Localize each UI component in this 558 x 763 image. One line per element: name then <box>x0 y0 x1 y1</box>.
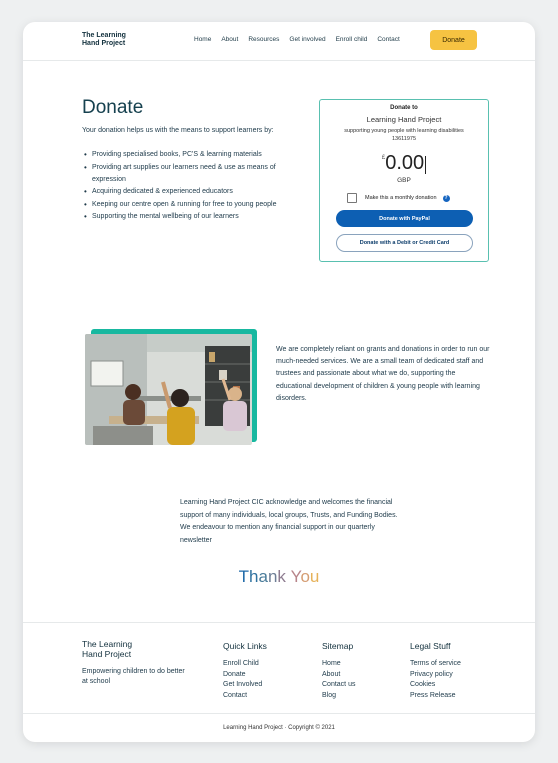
footer-link-blog[interactable]: Blog <box>322 691 337 699</box>
footer-heading: Sitemap <box>322 641 354 651</box>
amount-input[interactable] <box>320 152 488 175</box>
registration-number: 13611975 <box>391 136 417 142</box>
footer-heading: Quick Links <box>223 641 267 651</box>
thank-you-letter: o <box>300 567 310 586</box>
currency-code: GBP <box>397 177 411 184</box>
list-item: • Supporting the mental wellbeing of our learners <box>82 211 304 223</box>
footer-link-enroll-child[interactable]: Enroll Child <box>223 660 259 667</box>
footer-link-get-involved[interactable]: Get Involved <box>223 681 263 689</box>
thank-you-letter: h <box>249 567 259 586</box>
footer-brand <box>82 639 132 659</box>
footer-link-home[interactable]: Home <box>322 660 341 667</box>
thank-you-letter: Y <box>290 567 301 586</box>
footer-quick-links <box>223 641 267 701</box>
donation-widget <box>319 99 489 262</box>
list-item: • Providing art supplies our learners need & use as means of expression <box>82 162 304 186</box>
thank-you-letter: a <box>258 567 268 586</box>
footer-link-press-release[interactable]: Press Release <box>410 691 456 699</box>
list-item: • Acquiring dedicated & experienced educators <box>82 186 304 198</box>
footer-link-cookies[interactable]: Cookies <box>410 681 436 689</box>
monthly-donation-label[interactable]: Make this a monthly donation <box>365 195 437 201</box>
footer-brand-line-1: The Learning <box>82 639 133 649</box>
footer-link-privacy[interactable]: Privacy policy <box>410 670 453 678</box>
thank-you-heading <box>23 567 535 587</box>
page-title: Donate <box>82 97 144 118</box>
classroom-photo <box>85 334 252 445</box>
card-donate-button[interactable]: Donate with a Debit or Credit Card <box>336 234 473 252</box>
nav-enroll-child[interactable]: Enroll child <box>335 36 368 43</box>
thank-you-letter: n <box>267 567 278 586</box>
nav-home[interactable]: Home <box>194 36 212 43</box>
thank-you-letter: k <box>277 567 286 586</box>
page-card <box>23 22 535 742</box>
nav-about[interactable]: About <box>221 36 239 43</box>
site-logo[interactable] <box>82 32 126 48</box>
footer-link-about[interactable]: About <box>322 670 341 678</box>
logo-line-1: The Learning <box>82 32 126 39</box>
classroom-photo-illustration <box>85 334 252 445</box>
nav-resources[interactable]: Resources <box>248 36 280 43</box>
intro-text: Your donation helps us with the means to support learners by: <box>82 127 274 134</box>
thank-you-letter: T <box>238 567 250 586</box>
site-footer <box>23 622 535 742</box>
thank-you-letter: u <box>309 567 320 586</box>
main-nav <box>194 36 410 43</box>
list-item: • Providing specialised books, PC'S & learning materials <box>82 149 304 161</box>
amount-value[interactable]: 0.00 <box>385 152 425 174</box>
footer-link-terms[interactable]: Terms of service <box>410 660 461 667</box>
donate-to-label: Donate to <box>390 105 418 111</box>
footer-link-contact-us[interactable]: Contact us <box>322 681 356 689</box>
help-icon[interactable]: ? <box>444 195 448 201</box>
footer-sitemap <box>322 641 355 701</box>
monthly-donation-row <box>347 193 450 203</box>
org-name: Learning Hand Project <box>366 115 442 124</box>
header-donate-button[interactable]: Donate <box>430 30 477 50</box>
support-list <box>82 149 304 224</box>
currency-symbol: £ <box>381 155 386 161</box>
acknowledgement-text: Learning Hand Project CIC acknowledge and welcomes the financial support of many individuals, local groups, Trusts, and Funding Bodies. We endeavour to mention any financial support in our quarterly newsletter <box>180 499 398 544</box>
footer-link-donate[interactable]: Donate <box>223 670 246 678</box>
paypal-button[interactable]: Donate with PayPal <box>336 210 473 227</box>
footer-brand-line-2: Hand Project <box>82 649 132 659</box>
footer-link-contact[interactable]: Contact <box>223 691 248 699</box>
monthly-donation-checkbox[interactable] <box>347 193 357 203</box>
about-text: We are completely reliant on grants and donations in order to run our much-needed services. We are a small team of dedicated staff and trustees and passionate about what we do, supporting the educational development of children & young people with learning disorders. <box>276 346 490 402</box>
text-caret <box>425 156 426 174</box>
site-header <box>23 22 535 61</box>
footer-legal <box>410 641 461 701</box>
list-item: • Keeping our centre open & running for free to young people <box>82 199 304 211</box>
footer-tagline: Empowering children to do better at school <box>82 668 185 685</box>
copyright: Learning Hand Project · Copyright © 2021 <box>223 725 335 731</box>
footer-divider <box>23 713 535 714</box>
footer-heading: Legal Stuff <box>410 641 451 651</box>
org-purpose: supporting young people with learning disabilities <box>344 128 464 134</box>
logo-line-2: Hand Project <box>82 40 126 47</box>
nav-contact[interactable]: Contact <box>377 36 400 43</box>
nav-get-involved[interactable]: Get involved <box>289 36 326 43</box>
